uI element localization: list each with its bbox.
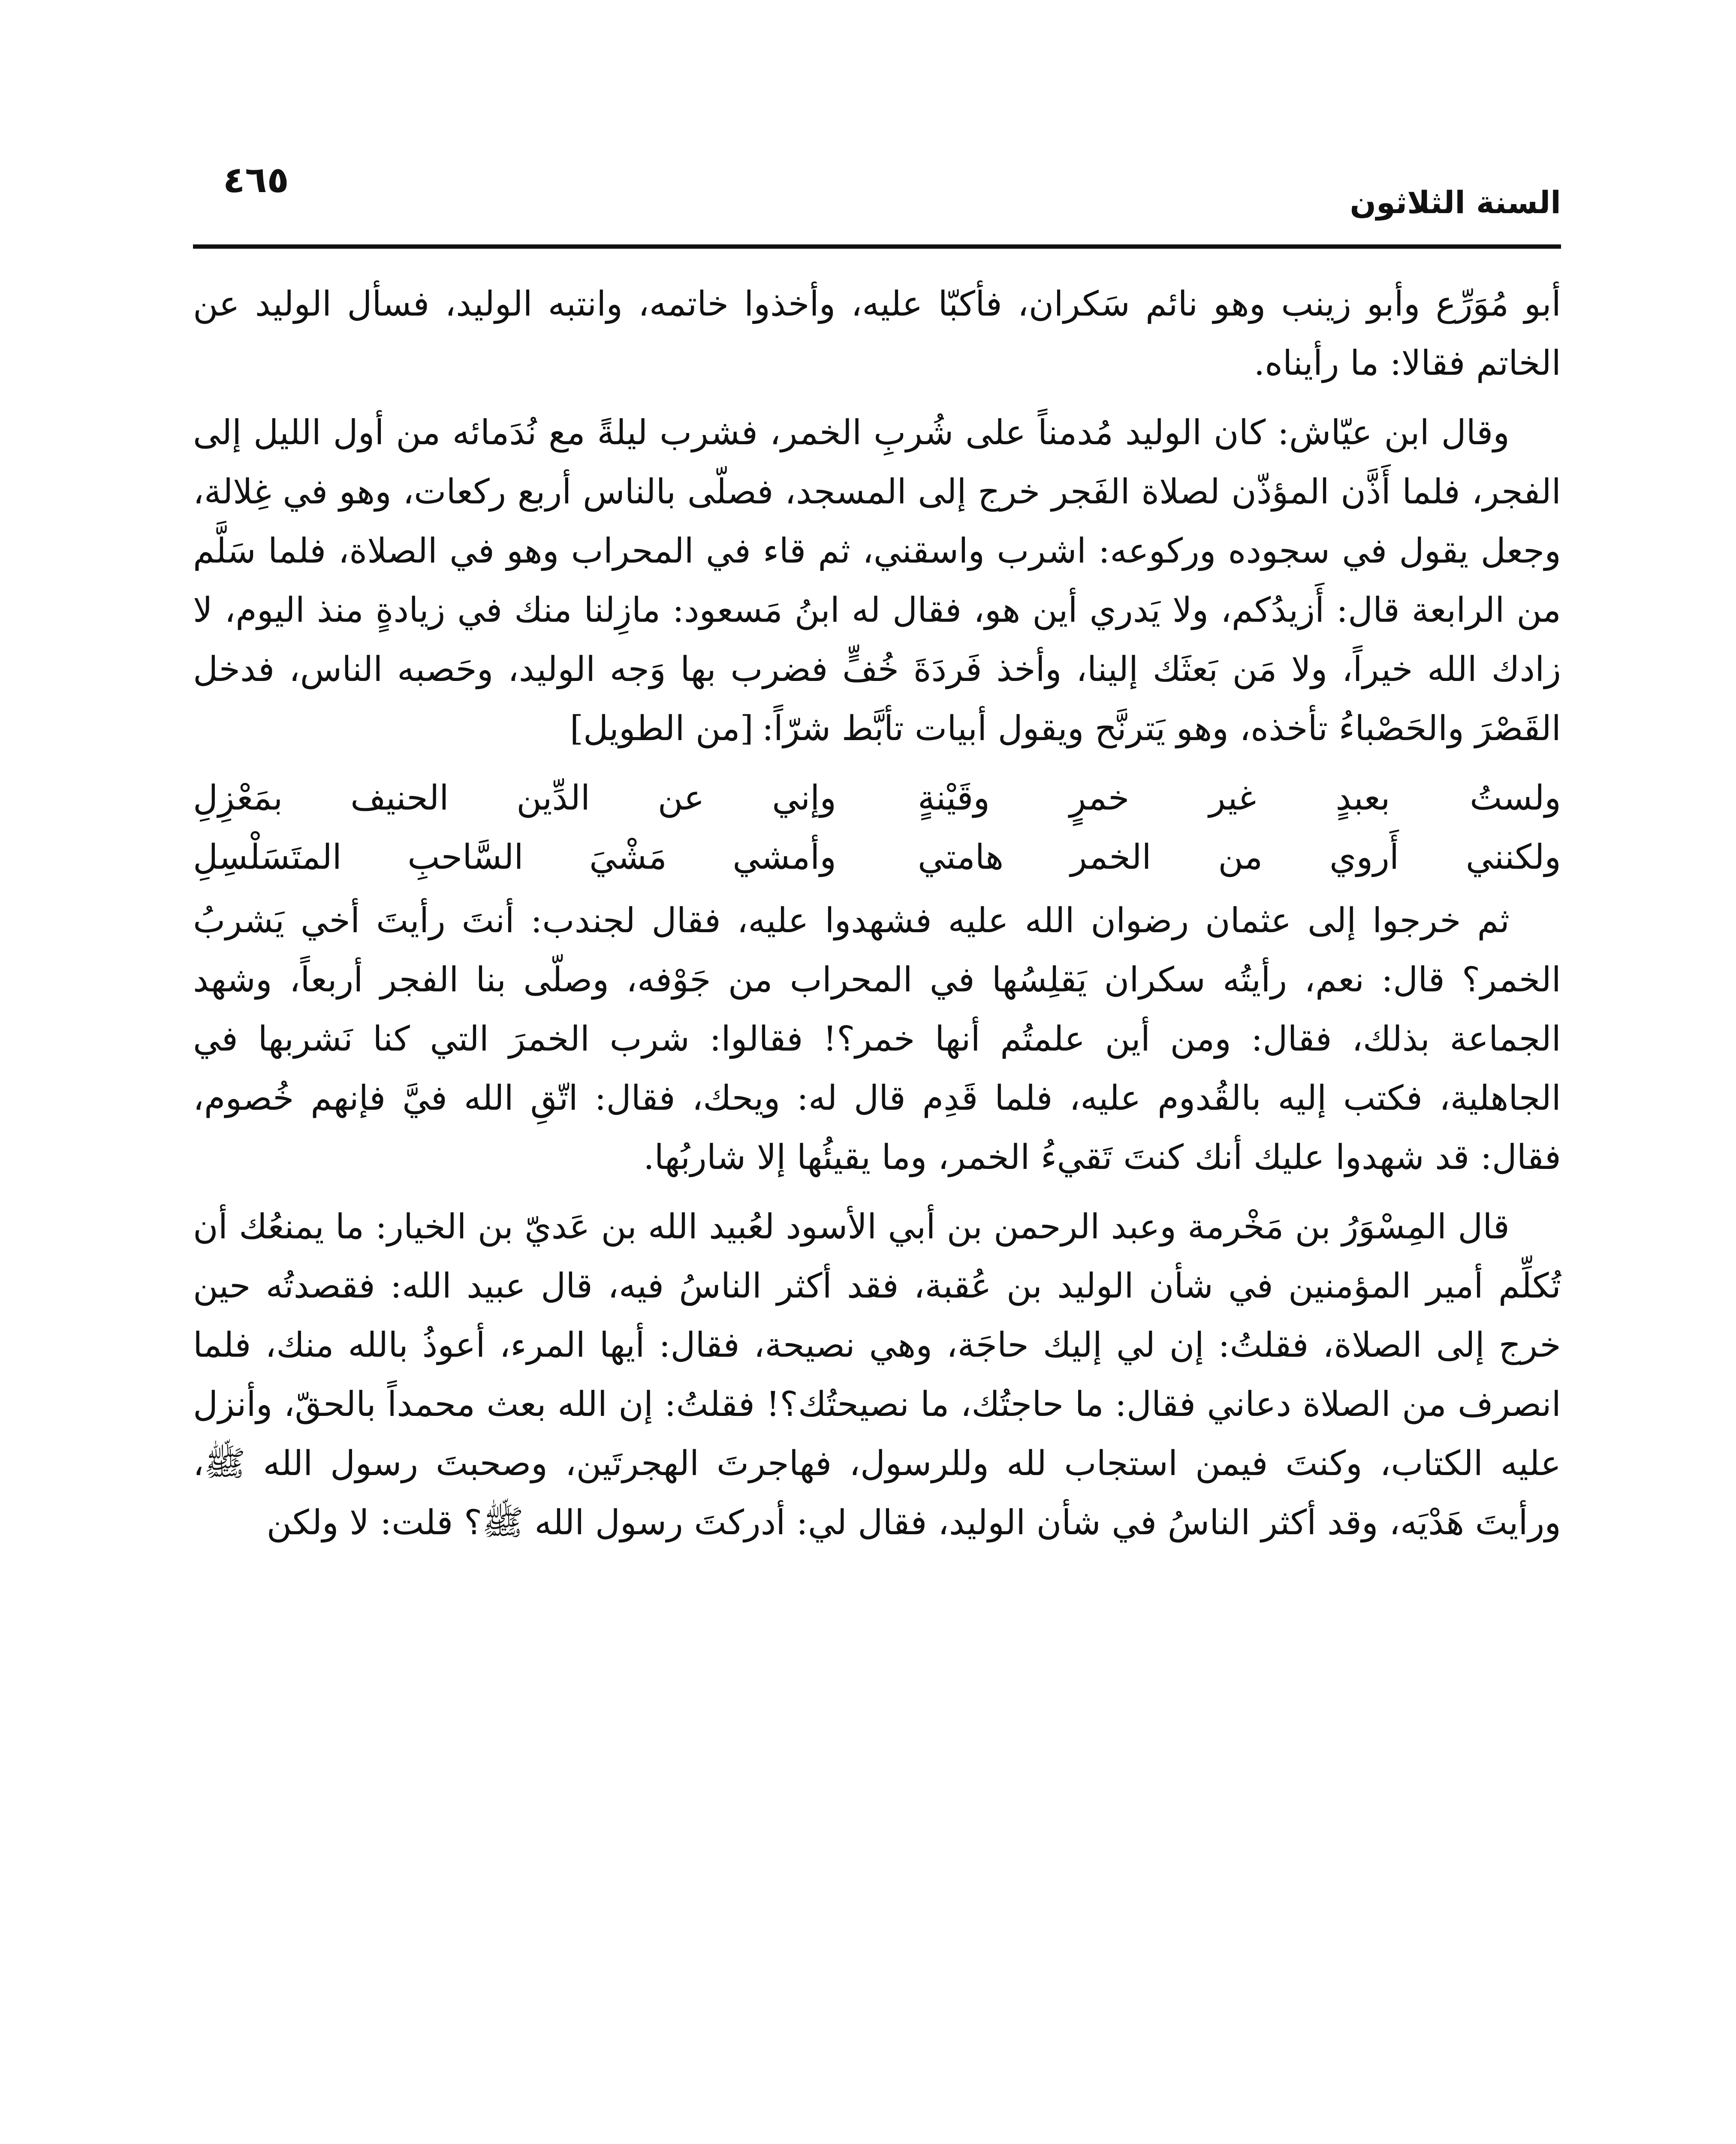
paragraph-2 [193, 403, 1561, 758]
paragraph-2-text: وقال ابن عيّاش: كان الوليد مُدمناً على شُربِ الخمر، فشرب ليلةً مع نُدَمائه من أول الليل إلى الفجر، فلما أَذَّن المؤذّن لصلاة الفَجر خرج إلى المسجد، فصلّى بالناس أربع ركعات، وهو في غِلالة، وجعل يقول في سجوده وركوعه: اشرب واسقني، ثم قاء في المحراب وهو في الصلاة، فلما سَلَّم من الرابعة قال: أَزيدُكم، ولا يَدري أين هو، فقال له ابنُ مَسعود: مازِلنا منك في زيادةٍ منذ اليوم، لا زادك الله خيراً، ولا مَن بَعثَك إلينا، وأخذ فَردَةَ خُفٍّ فضرب بها وَجه الوليد، وحَصبه الناس، فدخل القَصْرَ والحَصْباءُ تأخذه، وهو يَترنَّح ويقول أبيات تأبَّط شرّاً: [193, 413, 1561, 748]
page-header [193, 142, 1561, 244]
hemistich-first: ولكنني أَروي من الخمر هامتي [918, 837, 1561, 877]
running-title: السنة الثلاثون [1350, 184, 1561, 220]
paragraph-1: أبو مُوَرِّع وأبو زينب وهو نائم سَكران، فأكبّا عليه، وأخذوا خاتمه، وانتبه الوليد، فسأل الوليد عن الخاتم فقالا: ما رأيناه. [193, 284, 1561, 383]
poem [193, 768, 1561, 887]
hemistich-second: وأمشي مَشْيَ السَّاحبِ المتَسَلْسِلِ [193, 837, 836, 877]
header-rule [193, 244, 1561, 249]
meter-note: [من الطويل] [570, 708, 753, 748]
hemistich-first: ولستُ بعبدٍ غير خمرٍ وقَيْنةٍ [918, 778, 1561, 818]
paragraph-3: ثم خرجوا إلى عثمان رضوان الله عليه فشهدوا عليه، فقال لجندب: أنتَ رأيتَ أخي يَشربُ الخمر؟ قال: نعم، رأيتُه سكران يَقلِسُها في المحراب من جَوْفه، وصلّى بنا الفجر أربعاً، وشهد الجماعة بذلك، فقال: ومن أين علمتُم أنها خمر؟! فقالوا: شرب الخمرَ التي كنا نَشربها في الجاهلية، فكتب إليه بالقُدوم عليه، فلما قَدِم قال له: ويحك، فقال: اتّقِ الله فيَّ فإنهم خُصوم، فقال: قد شهدوا عليك أنك كنتَ تَقيءُ الخمر، وما يقيئُها إلا شاربُها. [193, 900, 1561, 1177]
page-body [193, 274, 1561, 1563]
poem-verse-2 [193, 828, 1561, 887]
page-number: ٤٦٥ [223, 159, 289, 201]
hemistich-second: وإني عن الدِّين الحنيف بمَعْزِلِ [193, 778, 836, 818]
paragraph-4: قال المِسْوَرُ بن مَخْرمة وعبد الرحمن بن أبي الأسود لعُبيد الله بن عَديّ بن الخيار: ما يمنعُك أن تُكلِّم أمير المؤمنين في شأن الوليد بن عُقبة، فقد أكثر الناسُ فيه، قال عبيد الله: فقصدتُه حين خرج إلى الصلاة، فقلتُ: إن لي إليك حاجَة، وهي نصيحة، فقال: أيها المرء، أعوذُ بالله منك، فلما انصرف من الصلاة دعاني فقال: ما حاجتُك، ما نصيحتُك؟! فقلتُ: إن الله بعث محمداً بالحقّ، وأنزل عليه الكتاب، وكنتَ فيمن استجاب لله وللرسول، فهاجرتَ الهجرتَين، وصحبتَ رسول الله ﷺ، ورأيتَ هَدْيَه، وقد أكثر الناسُ في شأن الوليد، فقال لي: أدركتَ رسول الله ﷺ؟ قلت: لا ولكن [193, 1207, 1561, 1542]
poem-verse-1 [193, 768, 1561, 828]
